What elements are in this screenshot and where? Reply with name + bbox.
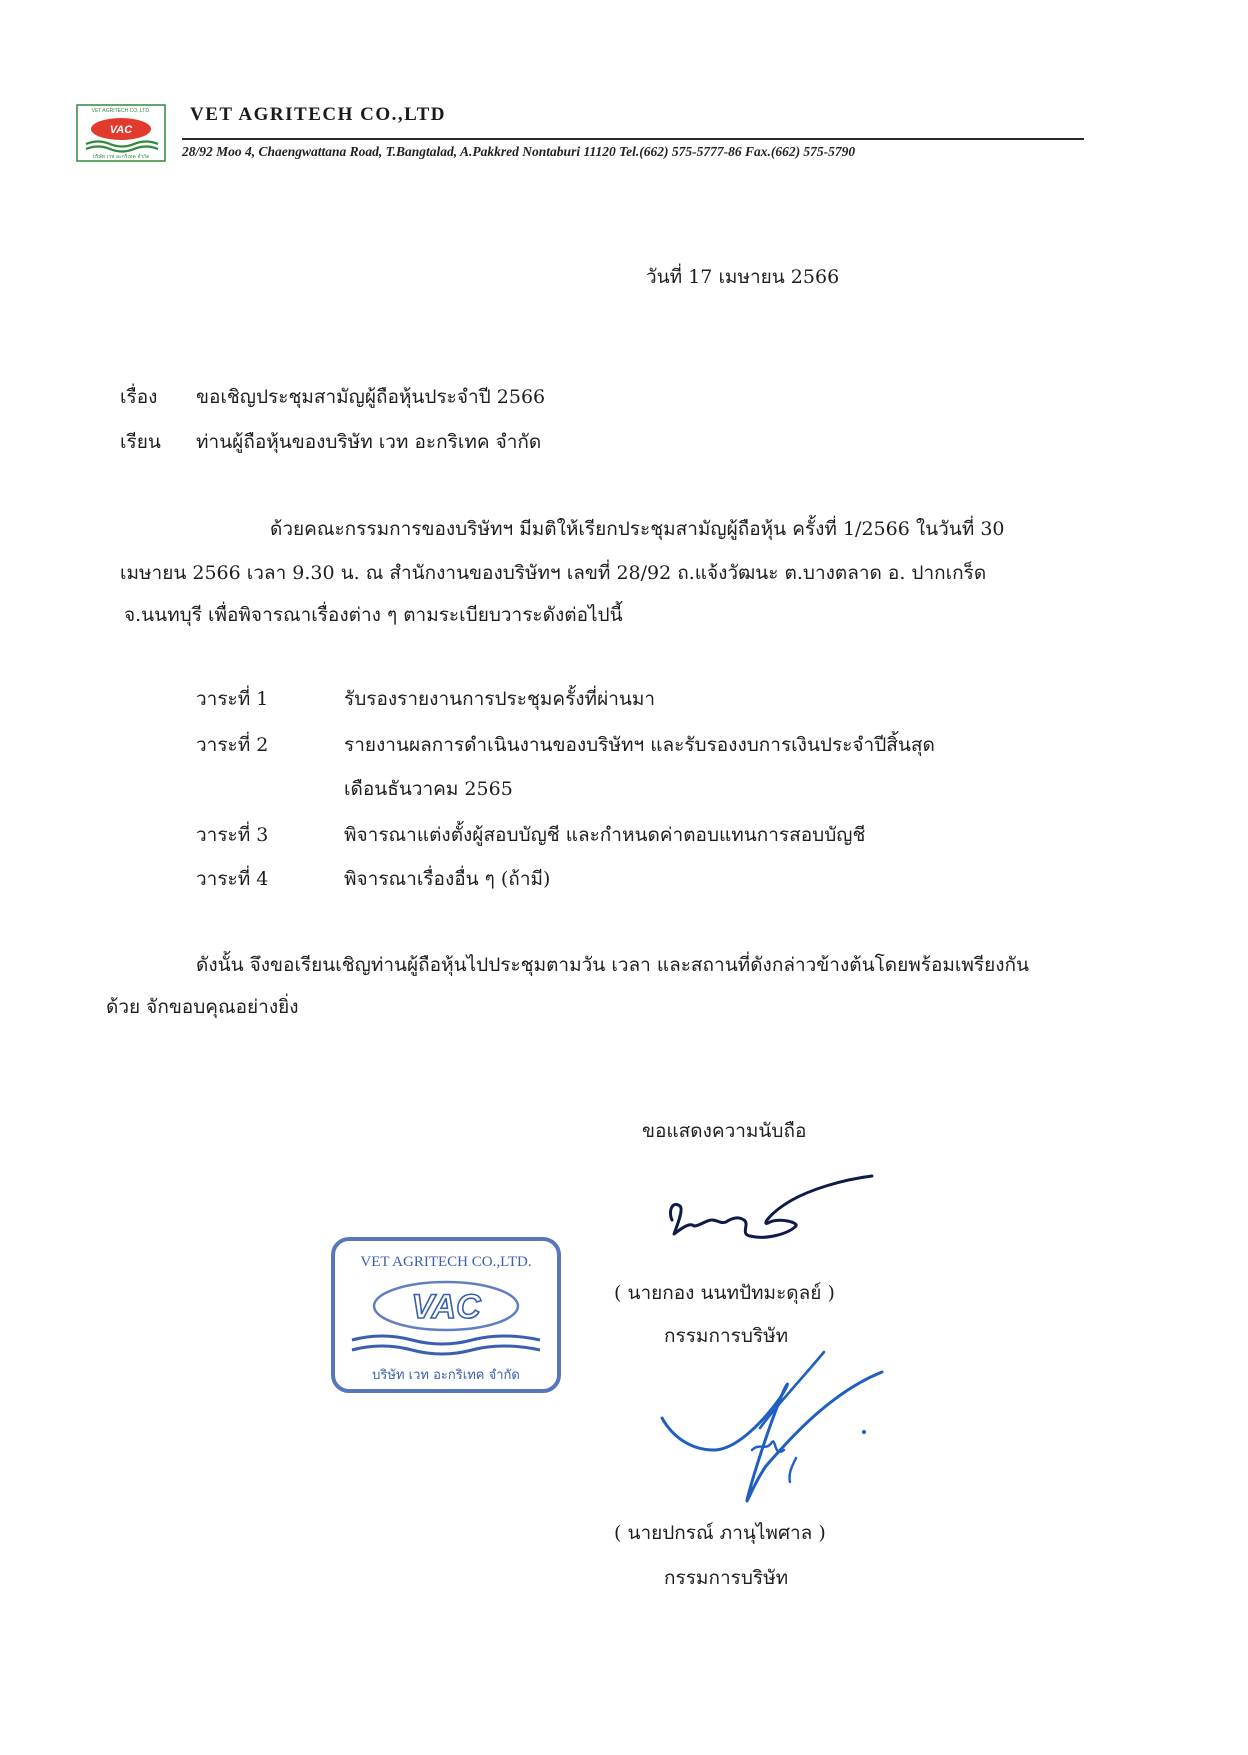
regards-text: ขอแสดงความนับถือ	[642, 1120, 807, 1142]
letter-date: วันที่ 17 เมษายน 2566	[646, 266, 840, 288]
signatory-1-name: ( นายกอง นนทปัทมะดุลย์ )	[614, 1282, 835, 1304]
stamp-bottom-text: บริษัท เวท อะกริเทค จำกัด	[372, 1368, 520, 1383]
recipient-label: เรียน	[120, 431, 161, 453]
subject-label: เรื่อง	[120, 386, 158, 408]
intro-line-2: เมษายน 2566 เวลา 9.30 น. ณ สำนักงานของบริษัทฯ เลขที่ 28/92 ถ.แจ้งวัฒนะ ต.บางตลาด อ. ปากเกร็ด	[120, 562, 987, 584]
agenda-2-text-cont: เดือนธันวาคม 2565	[344, 778, 513, 800]
company-stamp	[330, 1236, 562, 1394]
agenda-3-label: วาระที่ 3	[196, 824, 269, 846]
signatory-2-name: ( นายปกรณ์ ภานุไพศาล )	[614, 1522, 826, 1544]
logo-mark: VAC	[109, 124, 133, 136]
closing-line-1: ดังนั้น จึงขอเรียนเชิญท่านผู้ถือหุ้นไปประชุมตามวัน เวลา และสถานที่ดังกล่าวข้างต้นโดยพร้อมเพรียงกัน	[196, 954, 1030, 976]
agenda-2-label: วาระที่ 2	[196, 734, 269, 756]
agenda-1-label: วาระที่ 1	[196, 688, 269, 710]
recipient-text: ท่านผู้ถือหุ้นของบริษัท เวท อะกริเทค จำกัด	[196, 431, 542, 453]
intro-line-1: ด้วยคณะกรรมการของบริษัทฯ มีมติให้เรียกประชุมสามัญผู้ถือหุ้น ครั้งที่ 1/2566 ในวันที่ 30	[270, 518, 1005, 540]
stamp-top-text: VET AGRITECH CO.,LTD.	[360, 1254, 532, 1270]
company-name: VET AGRITECH CO.,LTD	[190, 104, 446, 125]
agenda-3-text: พิจารณาแต่งตั้งผู้สอบบัญชี และกำหนดค่าตอบแทนการสอบบัญชี	[344, 824, 866, 846]
company-logo	[76, 104, 166, 162]
signature-1	[660, 1170, 880, 1260]
stamp-mark: VAC	[411, 1288, 481, 1326]
letterhead-divider	[182, 138, 1084, 140]
logo-top-text: VET AGRITECH CO.,LTD.	[91, 108, 151, 114]
logo-bottom-text: บริษัท เวท อะกริเทค จำกัด	[92, 154, 150, 160]
agenda-4-label: วาระที่ 4	[196, 868, 269, 890]
signature-2	[656, 1346, 896, 1526]
closing-line-2: ด้วย จักขอบคุณอย่างยิ่ง	[106, 996, 299, 1018]
subject-text: ขอเชิญประชุมสามัญผู้ถือหุ้นประจำปี 2566	[196, 386, 546, 408]
agenda-1-text: รับรองรายงานการประชุมครั้งที่ผ่านมา	[344, 688, 656, 710]
agenda-4-text: พิจารณาเรื่องอื่น ๆ (ถ้ามี)	[344, 868, 551, 890]
signatory-1-title: กรรมการบริษัท	[664, 1325, 789, 1347]
company-address: 28/92 Moo 4, Chaengwattana Road, T.Bangtalad, A.Pakkred Nontaburi 11120 Tel.(662) 575-5777-86 Fax.(662) 575-5790	[182, 144, 856, 159]
intro-line-3: จ.นนทบุรี เพื่อพิจารณาเรื่องต่าง ๆ ตามระเบียบวาระดังต่อไปนี้	[124, 604, 623, 626]
signatory-2-title: กรรมการบริษัท	[664, 1567, 789, 1589]
agenda-2-text: รายงานผลการดำเนินงานของบริษัทฯ และรับรองงบการเงินประจำปีสิ้นสุด	[344, 734, 935, 756]
